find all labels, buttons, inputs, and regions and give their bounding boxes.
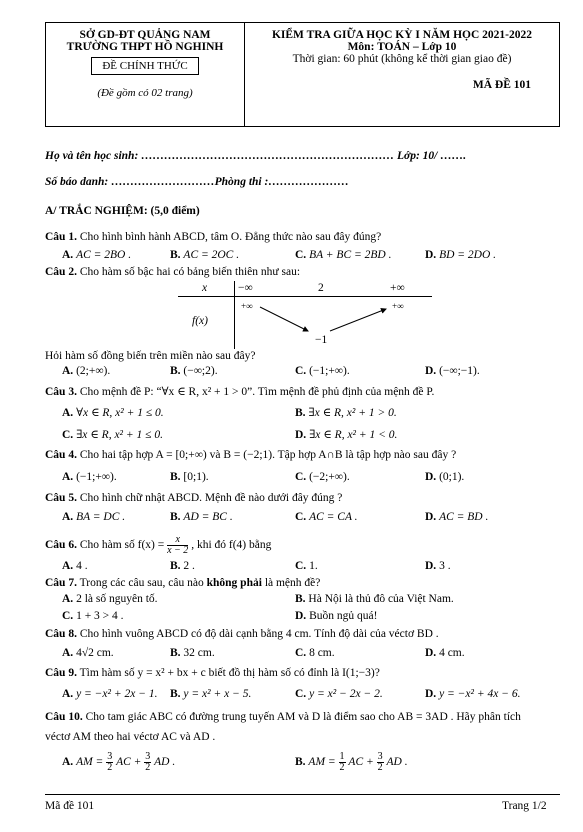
frac-num: x — [167, 535, 188, 546]
arrow-down — [260, 307, 308, 331]
option-text: (−1;+∞). — [76, 471, 117, 483]
option-letter: C. — [295, 688, 307, 700]
option-b — [170, 688, 251, 700]
option-a — [62, 752, 175, 773]
question-label: Câu 1. — [45, 231, 77, 243]
option-letter: C. — [295, 471, 307, 483]
footer-code: Mã đề 101 — [45, 800, 95, 812]
option-a — [62, 471, 117, 483]
option-letter: B. — [170, 249, 181, 261]
table-neg-inf: −∞ — [238, 282, 253, 294]
question-text: Cho tam giác ABC có đường trung tuyến AM và D là điểm sao cho AB = 3AD . Hãy phân tích — [85, 711, 521, 723]
option-letter: C. — [295, 249, 307, 261]
option-text: (−2;+∞). — [309, 471, 350, 483]
arrow-up — [330, 309, 386, 331]
option-c — [295, 511, 358, 523]
question-text: Cho hình bình hành ABCD, tâm O. Đẳng thức nào sau đây đúng? — [79, 231, 382, 243]
fraction — [144, 752, 151, 773]
option-b — [170, 471, 209, 483]
table-arrows — [178, 281, 432, 349]
table-min: −1 — [315, 334, 328, 346]
option-text: AC = BD . — [439, 511, 489, 523]
option-letter: C. — [295, 365, 307, 377]
option-d — [425, 249, 496, 261]
frac-den: x − 2 — [167, 545, 189, 556]
option-letter: C. — [62, 429, 74, 441]
option-text: BA + BC = 2BD . — [309, 249, 392, 261]
option-letter: D. — [425, 249, 437, 261]
option-text: 4 cm. — [439, 647, 465, 659]
option-text: y = −x² + 4x − 6. — [439, 688, 521, 700]
question-label: Câu 5. — [45, 492, 77, 504]
table-fx-label: f(x) — [192, 315, 208, 327]
question-text: Trong các câu sau, câu nào — [79, 577, 204, 589]
question-6 — [45, 535, 271, 556]
question-8 — [45, 628, 439, 640]
pages-note: (Đề gồm có 02 trang) — [97, 87, 193, 99]
option-letter: B. — [295, 407, 306, 419]
option-text: y = −x² + 2x − 1. — [76, 688, 158, 700]
option-c — [295, 471, 350, 483]
option-text: (0;1). — [439, 471, 465, 483]
question-text: Tìm hàm số y = x² + bx + c biết đồ thị hàm số có đỉnh là I(1;−3)? — [79, 667, 380, 679]
variation-table — [178, 281, 432, 349]
option-a — [62, 511, 125, 523]
question-4 — [45, 449, 456, 461]
option-d — [295, 610, 377, 622]
official-stamp: ĐỀ CHÍNH THỨC — [91, 57, 198, 75]
question-label: Câu 8. — [45, 628, 77, 640]
option-d — [425, 471, 464, 483]
frac-num: 3 — [377, 751, 383, 762]
question-2 — [45, 266, 300, 278]
option-text: 1 + 3 > 4 . — [76, 610, 124, 622]
option-b — [170, 560, 195, 572]
option-letter: A. — [62, 365, 74, 377]
option-c — [62, 610, 124, 622]
header-left — [46, 23, 245, 126]
option-letter: A. — [62, 407, 74, 419]
question-text-post: là mệnh đề? — [264, 577, 321, 589]
question-1 — [45, 231, 381, 243]
option-b — [170, 365, 218, 377]
option-letter: D. — [295, 610, 307, 622]
fraction — [339, 752, 346, 773]
option-text: AD = BC . — [183, 511, 233, 523]
option-text-end: AD . — [154, 756, 176, 769]
option-text: (−1;+∞). — [309, 365, 350, 377]
option-letter: D. — [425, 365, 437, 377]
question-label: Câu 7. — [45, 577, 77, 589]
option-text: ∃x ∈ R, x² + 1 ≤ 0. — [76, 429, 163, 441]
option-text: BD = 2DO . — [439, 249, 497, 261]
table-top-right: +∞ — [392, 301, 404, 311]
option-a — [62, 688, 158, 700]
option-letter: D. — [425, 511, 437, 523]
question-text: Cho hình chữ nhật ABCD. Mệnh đề nào dưới đây đúng ? — [79, 492, 343, 504]
frac-den: 2 — [107, 762, 113, 773]
question-text: Cho hàm số bậc hai có bảng biến thiên như sau: — [79, 266, 301, 278]
question-text: Cho hình vuông ABCD có độ dài cạnh bằng 4 cm. Tính độ dài của véctơ BD . — [79, 628, 439, 640]
header-box — [45, 22, 560, 127]
fraction — [106, 752, 113, 773]
option-c — [62, 427, 163, 441]
option-letter: A. — [62, 688, 74, 700]
option-letter: A. — [62, 560, 74, 572]
option-b — [295, 593, 454, 605]
fraction — [167, 535, 188, 556]
option-text: AC = 2BO . — [76, 249, 132, 261]
option-letter: A. — [62, 249, 74, 261]
option-letter: D. — [425, 471, 437, 483]
question-2-ask: Hỏi hàm số đồng biến trên miền nào sau đây? — [45, 350, 256, 362]
footer-page: Trang 1/2 — [502, 800, 547, 812]
question-text: Cho hàm số f(x) = — [79, 539, 165, 552]
option-a — [62, 560, 88, 572]
option-d — [425, 511, 488, 523]
option-letter: D. — [425, 688, 437, 700]
frac-num: 1 — [339, 751, 345, 762]
option-letter: A. — [62, 471, 74, 483]
frac-den: 2 — [145, 762, 151, 773]
section-title: A/ TRẮC NGHIỆM: (5,0 điểm) — [45, 205, 200, 217]
option-text: AM = — [76, 756, 104, 769]
question-label: Câu 9. — [45, 667, 77, 679]
option-letter: B. — [295, 593, 306, 605]
option-text: 4 . — [76, 560, 88, 572]
question-label: Câu 2. — [45, 266, 77, 278]
question-10 — [45, 711, 521, 723]
option-d — [425, 647, 465, 659]
option-text: (−∞;−1). — [439, 365, 480, 377]
option-text: (−∞;2). — [183, 365, 218, 377]
option-letter: C. — [295, 647, 307, 659]
table-top-left: +∞ — [241, 301, 253, 311]
frac-den: 2 — [339, 762, 345, 773]
student-name-line: Họ và tên học sinh: ………………………………………………………… Lớp: 10/ ……. — [45, 150, 467, 162]
option-text: (2;+∞). — [76, 365, 111, 377]
option-text-end: AD . — [386, 756, 408, 769]
question-label: Câu 4. — [45, 449, 77, 461]
exam-title: KIỂM TRA GIỮA HỌC KỲ I NĂM HỌC 2021-2022 — [271, 29, 533, 41]
option-a — [62, 249, 131, 261]
option-text: ∃x ∈ R, x² + 1 < 0. — [309, 429, 398, 441]
option-text: 1. — [309, 560, 318, 572]
option-text-mid: AC + — [116, 756, 142, 769]
question-3 — [45, 384, 434, 398]
question-text: Cho mệnh đề P: “∀x ∈ R, x² + 1 > 0”. Tìm mệnh đề phủ định của mệnh đề P. — [79, 386, 435, 398]
option-letter: C. — [295, 511, 307, 523]
option-b — [170, 249, 239, 261]
option-d — [425, 365, 480, 377]
option-text: Hà Nội là thủ đô của Việt Nam. — [308, 593, 454, 605]
option-text: 3 . — [439, 560, 451, 572]
fraction — [377, 752, 384, 773]
question-label: Câu 6. — [45, 539, 77, 552]
table-pos-inf: +∞ — [390, 282, 405, 294]
option-letter: C. — [62, 610, 74, 622]
option-letter: B. — [170, 471, 181, 483]
footer-rule — [45, 794, 560, 795]
table-x-label: x — [202, 282, 208, 294]
question-10-cont: véctơ AM theo hai véctơ AC và AD . — [45, 731, 216, 743]
option-letter: D. — [295, 429, 307, 441]
option-b — [170, 511, 233, 523]
option-text: BA = DC . — [76, 511, 126, 523]
question-text-post: , khi đó f(4) bằng — [191, 539, 272, 552]
question-text: Cho hai tập hợp A = [0;+∞) và B = (−2;1). Tập hợp A∩B là tập hợp nào sau đây ? — [79, 449, 457, 461]
option-text: AC = 2OC . — [183, 249, 240, 261]
option-c — [295, 688, 383, 700]
option-text: [0;1). — [183, 471, 209, 483]
option-letter: A. — [62, 593, 74, 605]
option-text: 8 cm. — [309, 647, 335, 659]
option-d — [295, 427, 397, 441]
school-name: TRƯỜNG THPT HỒ NGHINH — [66, 41, 224, 53]
option-letter: D. — [425, 647, 437, 659]
option-c — [295, 560, 318, 572]
question-5 — [45, 492, 342, 504]
option-text: ∃x ∈ R, x² + 1 > 0. — [308, 407, 397, 419]
frac-num: 3 — [107, 751, 113, 762]
option-d — [425, 560, 451, 572]
frac-num: 3 — [145, 751, 151, 762]
subject: Môn: TOÁN – Lớp 10 — [347, 41, 457, 53]
question-9 — [45, 667, 380, 679]
option-letter: B. — [170, 647, 181, 659]
option-letter: A. — [62, 756, 74, 769]
option-d — [425, 688, 521, 700]
option-text: ∀x ∈ R, x² + 1 ≤ 0. — [76, 407, 164, 419]
option-text: 2 là số nguyên tố. — [76, 593, 158, 605]
exam-code: MÃ ĐỀ 101 — [472, 79, 531, 91]
option-b — [170, 647, 215, 659]
option-letter: A. — [62, 647, 74, 659]
option-c — [295, 249, 391, 261]
option-text-mid: AC + — [348, 756, 374, 769]
frac-den: 2 — [377, 762, 383, 773]
option-a — [62, 365, 110, 377]
option-letter: B. — [170, 560, 181, 572]
option-letter: A. — [62, 511, 74, 523]
option-a — [62, 647, 114, 659]
option-letter: D. — [425, 560, 437, 572]
option-c — [295, 647, 335, 659]
header-right — [245, 23, 559, 126]
option-b — [295, 405, 397, 419]
dept-name: SỞ GD-ĐT QUẢNG NAM — [79, 29, 211, 41]
option-text: AC = CA . — [309, 511, 358, 523]
option-text: y = x² + x − 5. — [183, 688, 252, 700]
option-letter: B. — [170, 365, 181, 377]
option-text: AM = — [308, 756, 336, 769]
option-text: 4√2 cm. — [76, 647, 114, 659]
time-limit: Thời gian: 60 phút (không kể thời gian giao đề) — [292, 53, 512, 65]
option-c — [295, 365, 350, 377]
option-text: Buồn ngủ quá! — [309, 610, 378, 622]
question-label: Câu 3. — [45, 386, 77, 398]
option-letter: B. — [170, 688, 181, 700]
question-emphasis: không phải — [206, 577, 262, 589]
question-7 — [45, 577, 320, 589]
option-letter: B. — [170, 511, 181, 523]
option-text: 32 cm. — [183, 647, 215, 659]
option-a — [62, 405, 164, 419]
option-letter: C. — [295, 560, 307, 572]
table-two: 2 — [318, 282, 324, 294]
option-letter: B. — [295, 756, 306, 769]
student-id-line: Số báo danh: ………………………Phòng thi :………………… — [45, 176, 349, 188]
option-b — [295, 752, 408, 773]
question-label: Câu 10. — [45, 711, 83, 723]
option-a — [62, 593, 158, 605]
option-text: 2 . — [183, 560, 195, 572]
option-text: y = x² − 2x − 2. — [309, 688, 383, 700]
